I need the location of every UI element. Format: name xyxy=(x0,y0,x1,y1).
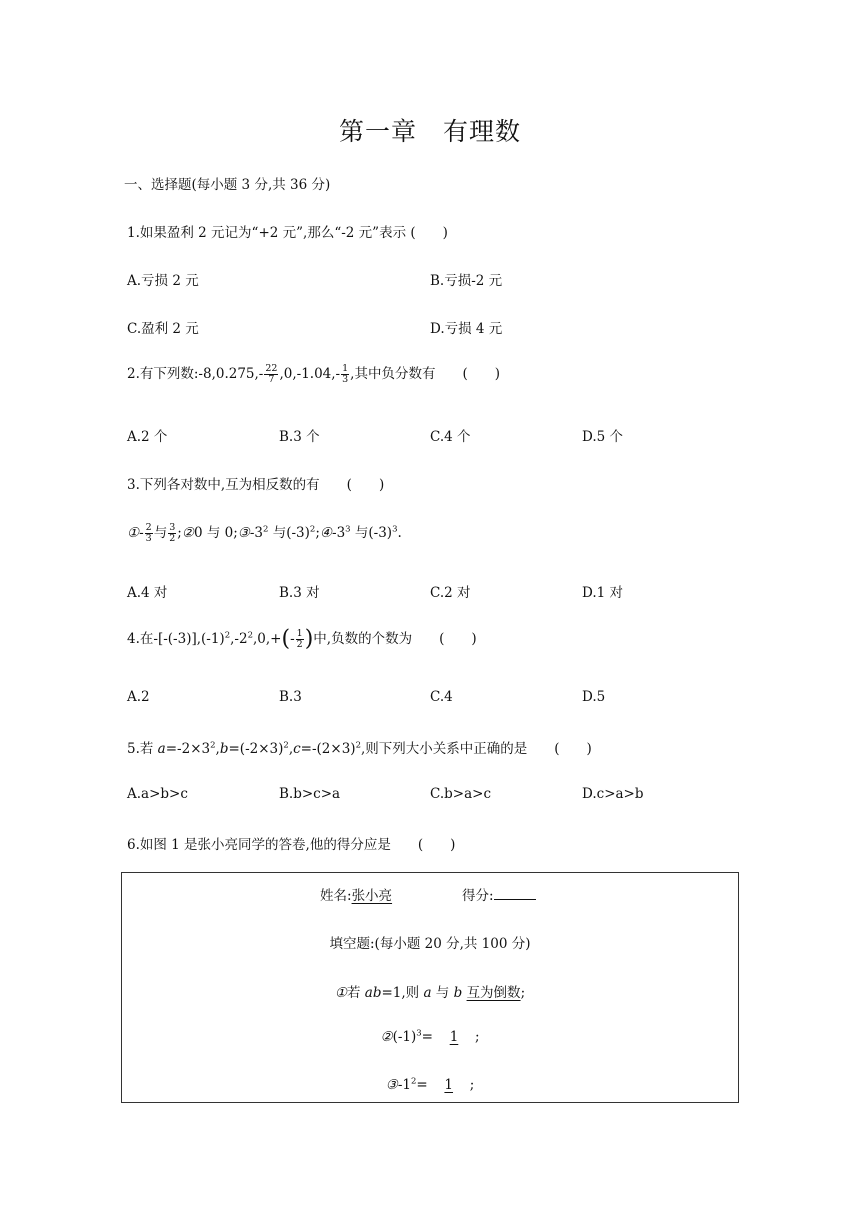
exponent: 2 xyxy=(210,740,216,751)
period: . xyxy=(397,525,402,541)
q2-option-a: A.2 个 xyxy=(127,429,168,445)
circled-1: ① xyxy=(334,985,347,1001)
fraction-numerator: 22 xyxy=(265,363,278,374)
variable-a: a xyxy=(157,741,166,757)
exponent: 2 xyxy=(309,524,316,535)
item-text: ; xyxy=(520,985,526,1001)
q2-option-b: B.3 个 xyxy=(279,429,320,445)
fraction-22-7 xyxy=(264,364,278,385)
q2-option-c: C.4 个 xyxy=(430,429,471,445)
q3-option-a: A.4 对 xyxy=(127,585,168,601)
answer-sheet-instruction: 填空题:(每小题 20 分,共 100 分) xyxy=(329,936,531,952)
filled-answer: 1 xyxy=(444,1077,454,1093)
section-heading: 一、选择题(每小题 3 分,共 36 分) xyxy=(124,177,331,193)
fraction-numerator: 2 xyxy=(145,522,152,533)
pair-2: 0 与 0; xyxy=(193,525,238,541)
circled-4: ④ xyxy=(319,525,333,541)
name-label: 姓名: xyxy=(320,888,352,904)
exponent: 2 xyxy=(263,524,269,535)
exponent: 2 xyxy=(283,740,289,751)
q4-part-3: ,0,+ xyxy=(253,631,282,647)
circled-2: ② xyxy=(181,525,194,541)
q5-text: =-(2×3) xyxy=(300,741,356,757)
fraction-1-2 xyxy=(296,629,304,650)
circled-1: ① xyxy=(127,525,140,541)
question-3-stem: 3.下列各对数中,互为相反数的有 ( ) xyxy=(127,477,385,493)
question-3-pairs xyxy=(127,521,402,544)
equals-sign: = xyxy=(416,1077,428,1093)
fraction-denominator: 3 xyxy=(342,374,349,385)
separator: ; xyxy=(315,525,320,541)
minus-sign: - xyxy=(139,525,144,541)
exponent: 3 xyxy=(392,524,398,535)
q1-option-a: A.亏损 2 元 xyxy=(127,273,199,289)
left-paren: ( xyxy=(281,626,291,652)
score-blank xyxy=(494,886,536,900)
filled-answer: 互为倒数 xyxy=(466,985,521,1001)
exponent: 3 xyxy=(416,1028,422,1039)
fraction-2-3 xyxy=(145,523,153,544)
q5-text: ,则下列大小关系中正确的是 ( ) xyxy=(361,741,592,757)
q5-text: , xyxy=(288,741,294,757)
answer-item-2 xyxy=(121,1029,739,1045)
score-row xyxy=(462,884,536,904)
q2-prefix: 2.有下列数:-8,0.275,- xyxy=(127,366,264,382)
item-expression: -1 xyxy=(397,1077,411,1093)
q5-text: =-2×3 xyxy=(165,741,211,757)
fraction-numerator: 3 xyxy=(169,522,176,533)
student-name: 张小亮 xyxy=(351,888,393,904)
fraction-denominator: 2 xyxy=(169,533,176,544)
pair-3-right: 与(-3) xyxy=(268,525,310,541)
q2-option-d: D.5 个 xyxy=(582,429,624,445)
score-label: 得分: xyxy=(462,888,494,904)
fraction-denominator: 7 xyxy=(268,374,275,385)
item-text: ; xyxy=(474,1029,480,1045)
item-text: =1,则 xyxy=(381,985,424,1001)
minus-sign: - xyxy=(290,631,295,647)
exponent: 2 xyxy=(355,740,361,751)
q1-option-d: D.亏损 4 元 xyxy=(430,321,503,337)
circled-3: ③ xyxy=(385,1077,398,1093)
variable-ab: ab xyxy=(364,985,382,1001)
separator: ; xyxy=(177,525,182,541)
q4-part-2: ,-2 xyxy=(230,631,248,647)
circled-2: ② xyxy=(380,1029,393,1045)
item-text: 与 xyxy=(431,985,454,1001)
q1-option-c: C.盈利 2 元 xyxy=(127,321,199,337)
exponent: 2 xyxy=(247,630,253,641)
question-5-stem xyxy=(127,737,592,757)
fraction-denominator: 3 xyxy=(145,533,152,544)
answer-item-1 xyxy=(121,981,739,1001)
question-2-stem xyxy=(127,362,500,385)
circled-3: ③ xyxy=(237,525,250,541)
q3-option-b: B.3 对 xyxy=(279,585,320,601)
variable-b: b xyxy=(453,985,463,1001)
q5-option-d: D.c>a>b xyxy=(582,786,644,802)
q4-option-b: B.3 xyxy=(279,689,302,705)
fraction-3-2 xyxy=(168,523,176,544)
q2-suffix: ,其中负分数有 ( ) xyxy=(350,366,500,382)
q4-suffix: 中,负数的个数为 ( ) xyxy=(313,631,477,647)
item-text: 若 xyxy=(346,985,365,1001)
q4-prefix: 4.在-[-(-3)],(-1) xyxy=(127,631,225,647)
fraction-denominator: 2 xyxy=(296,639,303,650)
fraction-numerator: 1 xyxy=(296,628,303,639)
item-expression: (-1) xyxy=(392,1029,417,1045)
q4-option-c: C.4 xyxy=(430,689,453,705)
q5-text: , xyxy=(215,741,220,757)
variable-a: a xyxy=(423,985,432,1001)
question-1-stem: 1.如果盈利 2 元记为“+2 元”,那么“-2 元”表示 ( ) xyxy=(127,225,448,241)
pair-4-right: 与(-3) xyxy=(350,525,393,541)
q3-option-c: C.2 对 xyxy=(430,585,471,601)
chapter-name: 有理数 xyxy=(443,117,522,146)
filled-answer: 1 xyxy=(449,1029,459,1045)
exponent: 3 xyxy=(345,524,351,535)
q5-option-a: A.a>b>c xyxy=(127,786,188,802)
answer-item-3 xyxy=(121,1077,739,1093)
chapter-number: 第一章 xyxy=(338,117,417,146)
fraction-numerator: 1 xyxy=(342,363,349,374)
student-name-row xyxy=(320,884,392,904)
right-paren: ) xyxy=(304,626,314,652)
question-4-stem xyxy=(127,627,477,651)
q5-number: 5.若 xyxy=(127,741,158,757)
exponent: 2 xyxy=(224,630,231,641)
q4-option-a: A.2 xyxy=(127,689,150,705)
variable-b: b xyxy=(219,741,229,757)
pair-4-left: -3 xyxy=(332,525,346,541)
q1-option-b: B.亏损-2 元 xyxy=(430,273,503,289)
q2-middle: ,0,-1.04,- xyxy=(279,366,341,382)
equals-sign: = xyxy=(421,1029,433,1045)
item-text: ; xyxy=(469,1077,475,1093)
conjunction-yu: 与 xyxy=(153,525,168,541)
variable-c: c xyxy=(293,741,301,757)
exponent: 2 xyxy=(410,1076,417,1087)
q3-option-d: D.1 对 xyxy=(582,585,624,601)
q5-text: =(-2×3) xyxy=(228,741,284,757)
question-6-stem: 6.如图 1 是张小亮同学的答卷,他的得分应是 ( ) xyxy=(127,837,456,853)
fraction-1-3 xyxy=(341,364,349,385)
chapter-title xyxy=(0,112,860,148)
q5-option-c: C.b>a>c xyxy=(430,786,492,802)
pair-3-left: -3 xyxy=(249,525,264,541)
q5-option-b: B.b>c>a xyxy=(279,786,341,802)
q4-option-d: D.5 xyxy=(582,689,606,705)
